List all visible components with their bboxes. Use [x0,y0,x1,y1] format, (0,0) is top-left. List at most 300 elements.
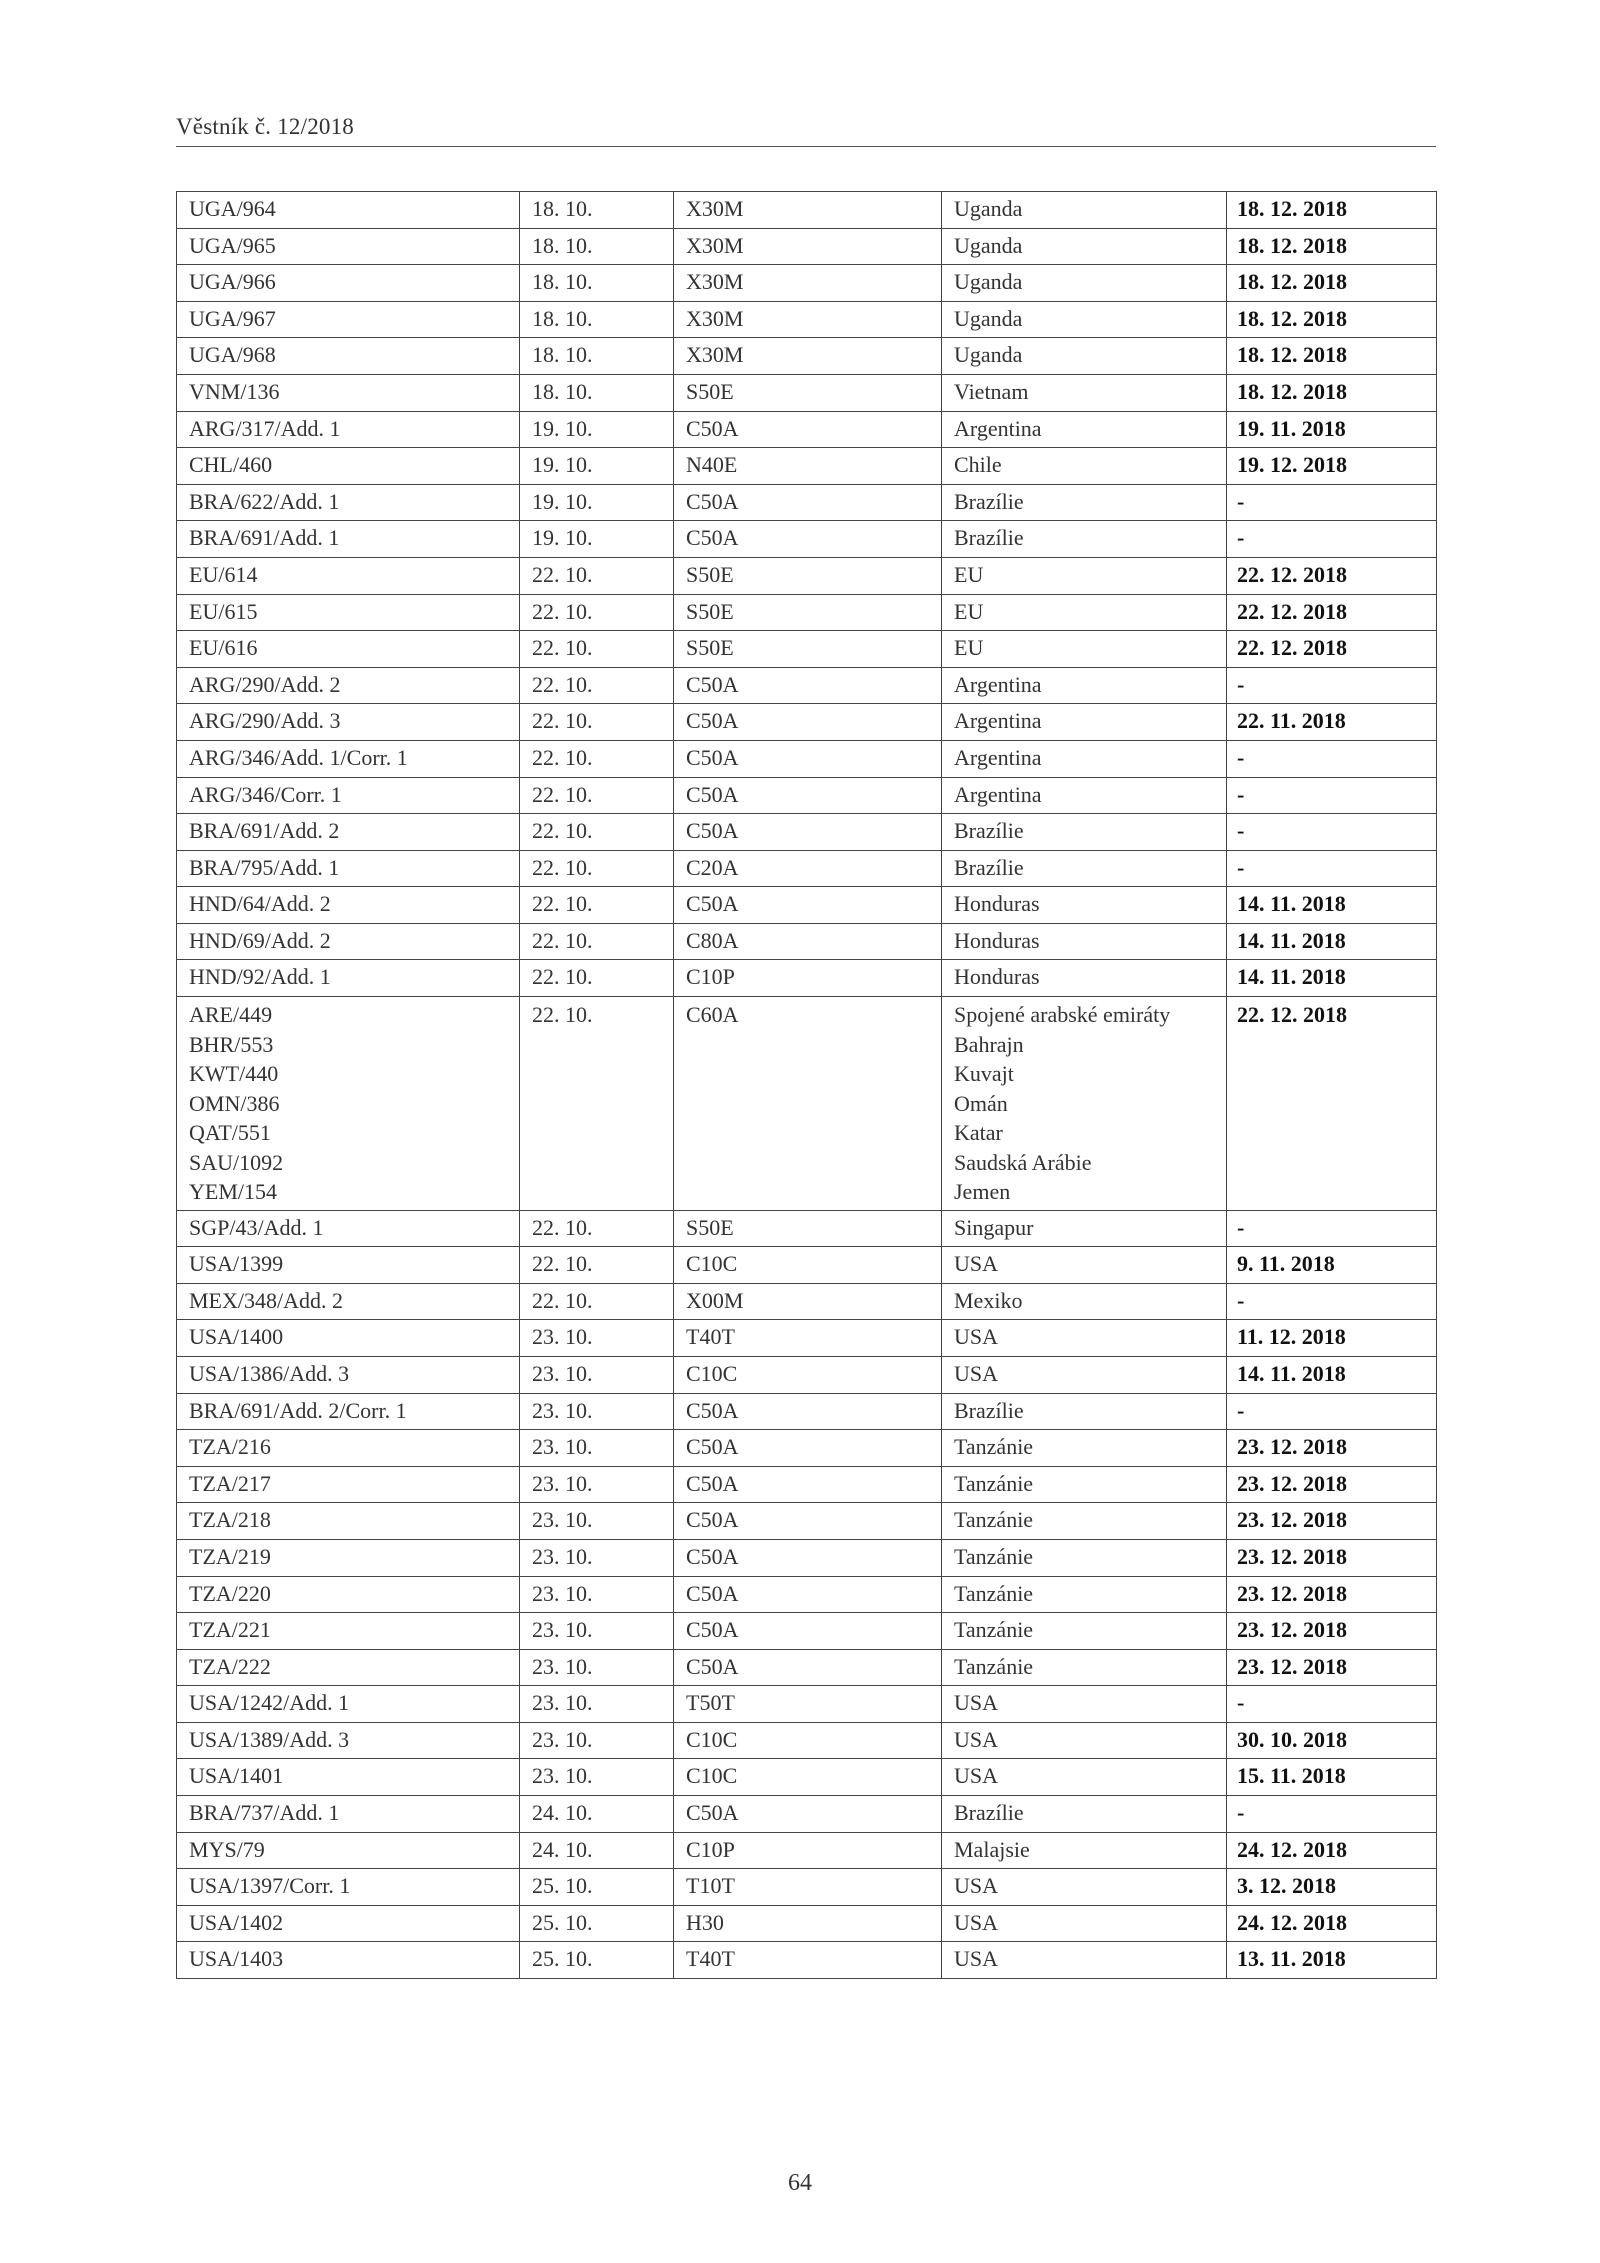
country-cell-line: Bahrajn [954,1031,1024,1057]
deadline-cell: - [1227,1210,1437,1247]
code-cell: X30M [674,265,942,302]
country-cell-line: Argentina [954,781,1042,807]
symbol-cell-line: ARG/317/Add. 1 [189,415,341,441]
country-cell-line: Spojené arabské emiráty [954,1002,1171,1028]
country-cell [942,1722,1227,1759]
country-cell-line: Tanzánie [954,1543,1034,1569]
date-cell: 22. 10. [520,887,674,924]
deadline-cell: 22. 12. 2018 [1227,594,1437,631]
symbol-cell-line: TZA/217 [189,1470,271,1496]
symbol-cell [177,631,520,668]
table-row [177,374,1437,411]
deadline-cell: - [1227,667,1437,704]
country-cell-line: Honduras [954,891,1040,917]
country-cell-line: Tanzánie [954,1507,1034,1533]
date-cell: 23. 10. [520,1722,674,1759]
symbol-cell [177,1686,520,1723]
symbol-cell-line: OMN/386 [189,1090,280,1116]
symbol-cell-line: USA/1397/Corr. 1 [189,1873,351,1899]
symbol-cell [177,1247,520,1284]
country-cell-line: Brazílie [954,854,1024,880]
symbol-cell-line: UGA/966 [189,269,276,295]
country-cell-line: Tanzánie [954,1434,1034,1460]
date-cell: 23. 10. [520,1759,674,1796]
country-cell-line: Brazílie [954,525,1024,551]
symbol-cell [177,1649,520,1686]
symbol-cell [177,740,520,777]
symbol-cell [177,777,520,814]
country-cell-line: Tanzánie [954,1580,1034,1606]
table-row [177,631,1437,668]
symbol-cell-line: HND/69/Add. 2 [189,927,331,953]
symbol-cell [177,1356,520,1393]
table-row [177,1686,1437,1723]
table-row [177,1430,1437,1467]
symbol-cell-line: USA/1400 [189,1324,284,1350]
deadline-cell: 23. 12. 2018 [1227,1576,1437,1613]
symbol-cell-line: ARG/346/Corr. 1 [189,781,342,807]
page-header [176,112,1436,147]
symbol-cell [177,1320,520,1357]
symbol-cell [177,704,520,741]
symbol-cell-line: EU/616 [189,635,258,661]
symbol-cell [177,338,520,375]
country-cell-line: USA [954,1726,999,1752]
symbol-cell-line: TZA/216 [189,1434,271,1460]
country-cell-line: USA [954,1946,999,1972]
country-cell-line: USA [954,1324,999,1350]
deadline-cell: 18. 12. 2018 [1227,338,1437,375]
deadline-cell: - [1227,1393,1437,1430]
table-body [177,192,1437,1979]
code-cell: C10C [674,1247,942,1284]
table-row [177,1283,1437,1320]
country-cell [942,594,1227,631]
deadline-cell: - [1227,850,1437,887]
code-cell: T40T [674,1942,942,1979]
table-row [177,1393,1437,1430]
symbol-cell-line: UGA/967 [189,305,276,331]
country-cell-line: Argentina [954,671,1042,697]
deadline-cell: 23. 12. 2018 [1227,1613,1437,1650]
symbol-cell [177,1539,520,1576]
country-cell [942,192,1227,229]
date-cell: 23. 10. [520,1613,674,1650]
deadline-cell: - [1227,1686,1437,1723]
date-cell: 22. 10. [520,923,674,960]
code-cell: C60A [674,997,942,1211]
country-cell [942,960,1227,997]
table-row [177,411,1437,448]
deadline-cell: 22. 12. 2018 [1227,631,1437,668]
country-cell [942,997,1227,1211]
symbol-cell-line: CHL/460 [189,452,273,478]
country-cell [942,1613,1227,1650]
symbol-cell-line: ARG/346/Add. 1/Corr. 1 [189,744,408,770]
country-cell [942,1759,1227,1796]
deadline-cell: 18. 12. 2018 [1227,228,1437,265]
code-cell: X30M [674,338,942,375]
date-cell: 23. 10. [520,1466,674,1503]
code-cell: C50A [674,1613,942,1650]
deadline-cell: 23. 12. 2018 [1227,1503,1437,1540]
code-cell: C50A [674,1430,942,1467]
table-row [177,1905,1437,1942]
symbol-cell-line: USA/1401 [189,1763,284,1789]
country-cell-line: Brazílie [954,818,1024,844]
code-cell: C50A [674,1576,942,1613]
table-row [177,704,1437,741]
country-cell [942,448,1227,485]
country-cell-line: EU [954,561,984,587]
symbol-cell-line: BRA/691/Add. 2/Corr. 1 [189,1397,407,1423]
code-cell: C50A [674,1466,942,1503]
symbol-cell [177,923,520,960]
date-cell: 22. 10. [520,557,674,594]
symbol-cell-line: BRA/795/Add. 1 [189,854,340,880]
code-cell: C50A [674,1796,942,1833]
table-row [177,594,1437,631]
country-cell [942,1503,1227,1540]
code-cell: C50A [674,1503,942,1540]
code-cell: C10P [674,960,942,997]
country-cell [942,1466,1227,1503]
deadline-cell: - [1227,484,1437,521]
deadline-cell: - [1227,777,1437,814]
symbol-cell [177,1430,520,1467]
symbol-cell-line: QAT/551 [189,1120,271,1146]
country-cell-line: USA [954,1690,999,1716]
date-cell: 18. 10. [520,228,674,265]
country-cell-line: USA [954,1909,999,1935]
symbol-cell-line: EU/614 [189,561,258,587]
country-cell [942,1649,1227,1686]
date-cell: 22. 10. [520,1210,674,1247]
country-cell [942,777,1227,814]
code-cell: S50E [674,1210,942,1247]
deadline-cell: - [1227,521,1437,558]
symbol-cell-line: TZA/221 [189,1617,271,1643]
code-cell: C10C [674,1356,942,1393]
code-cell: C50A [674,704,942,741]
symbol-cell [177,1393,520,1430]
date-cell: 22. 10. [520,814,674,851]
country-cell [942,1283,1227,1320]
symbol-cell-line: TZA/218 [189,1507,271,1533]
symbol-cell-line: UGA/968 [189,342,276,368]
country-cell-line: Brazílie [954,1800,1024,1826]
symbol-cell [177,1283,520,1320]
symbol-cell [177,997,520,1211]
country-cell [942,1356,1227,1393]
deadline-cell: 19. 11. 2018 [1227,411,1437,448]
symbol-cell-line: USA/1389/Add. 3 [189,1726,350,1752]
table-row [177,192,1437,229]
country-cell [942,557,1227,594]
deadline-cell: 23. 12. 2018 [1227,1430,1437,1467]
symbol-cell-line: EU/615 [189,598,258,624]
country-cell-line: Uganda [954,269,1023,295]
code-cell: S50E [674,557,942,594]
symbol-cell-line: ARE/449 [189,1002,273,1028]
deadline-cell: 18. 12. 2018 [1227,192,1437,229]
country-cell [942,1686,1227,1723]
symbol-cell [177,1503,520,1540]
symbol-cell [177,1759,520,1796]
symbol-cell [177,1722,520,1759]
symbol-cell [177,1832,520,1869]
country-cell-line: Chile [954,452,1002,478]
table-row [177,1796,1437,1833]
table-row [177,1649,1437,1686]
deadline-cell: - [1227,814,1437,851]
symbol-cell [177,301,520,338]
table-row [177,557,1437,594]
deadline-cell: 15. 11. 2018 [1227,1759,1437,1796]
symbol-cell-line: BRA/691/Add. 2 [189,818,340,844]
date-cell: 22. 10. [520,997,674,1211]
country-cell [942,1796,1227,1833]
code-cell: C50A [674,814,942,851]
symbol-cell [177,265,520,302]
date-cell: 24. 10. [520,1832,674,1869]
deadline-cell: 18. 12. 2018 [1227,374,1437,411]
country-cell-line: Brazílie [954,1397,1024,1423]
country-cell-line: Kuvajt [954,1061,1014,1087]
date-cell: 23. 10. [520,1356,674,1393]
symbol-cell [177,1869,520,1906]
symbol-cell-line: BHR/553 [189,1031,274,1057]
date-cell: 18. 10. [520,192,674,229]
date-cell: 22. 10. [520,777,674,814]
country-cell-line: USA [954,1360,999,1386]
deadline-cell: - [1227,1796,1437,1833]
symbol-cell-line: HND/64/Add. 2 [189,891,331,917]
date-cell: 25. 10. [520,1905,674,1942]
date-cell: 22. 10. [520,704,674,741]
date-cell: 22. 10. [520,850,674,887]
country-cell-line: Tanzánie [954,1470,1034,1496]
symbol-cell-line: VNM/136 [189,378,280,404]
symbol-cell [177,192,520,229]
code-cell: C50A [674,484,942,521]
code-cell: T50T [674,1686,942,1723]
header-title: Věstník č. 12/2018 [176,114,354,139]
symbol-cell-line: UGA/965 [189,232,276,258]
table-row [177,923,1437,960]
symbol-cell-line: BRA/622/Add. 1 [189,488,340,514]
table-row [177,1613,1437,1650]
country-cell [942,265,1227,302]
symbol-cell [177,814,520,851]
code-cell: C50A [674,740,942,777]
code-cell: C10C [674,1759,942,1796]
country-cell-line: Omán [954,1090,1008,1116]
country-cell [942,1430,1227,1467]
country-cell [942,1576,1227,1613]
date-cell: 23. 10. [520,1393,674,1430]
symbol-cell [177,1210,520,1247]
symbol-cell-line: TZA/220 [189,1580,271,1606]
table-row [177,960,1437,997]
code-cell: S50E [674,374,942,411]
country-cell [942,887,1227,924]
deadline-cell: 23. 12. 2018 [1227,1649,1437,1686]
deadline-cell: 3. 12. 2018 [1227,1869,1437,1906]
date-cell: 22. 10. [520,667,674,704]
symbol-cell-line: SGP/43/Add. 1 [189,1214,324,1240]
deadline-cell: 24. 12. 2018 [1227,1832,1437,1869]
code-cell: C50A [674,667,942,704]
symbol-cell [177,1466,520,1503]
symbol-cell [177,850,520,887]
deadline-cell: 23. 12. 2018 [1227,1466,1437,1503]
date-cell: 22. 10. [520,631,674,668]
deadline-cell: 13. 11. 2018 [1227,1942,1437,1979]
table-row [177,1503,1437,1540]
country-cell-line: Singapur [954,1214,1034,1240]
symbol-cell-line: USA/1402 [189,1909,284,1935]
country-cell [942,1942,1227,1979]
deadline-cell: 22. 12. 2018 [1227,997,1437,1211]
date-cell: 19. 10. [520,448,674,485]
date-cell: 24. 10. [520,1796,674,1833]
date-cell: 18. 10. [520,301,674,338]
country-cell [942,521,1227,558]
country-cell [942,740,1227,777]
date-cell: 22. 10. [520,1247,674,1284]
symbol-cell [177,1905,520,1942]
table-row [177,484,1437,521]
country-cell-line: Malajsie [954,1836,1030,1862]
country-cell [942,484,1227,521]
deadline-cell: 14. 11. 2018 [1227,1356,1437,1393]
country-cell [942,631,1227,668]
country-cell [942,1539,1227,1576]
country-cell-line: Mexiko [954,1287,1023,1313]
deadline-cell: 19. 12. 2018 [1227,448,1437,485]
country-cell-line: Jemen [954,1179,1011,1205]
code-cell: C10P [674,1832,942,1869]
date-cell: 25. 10. [520,1869,674,1906]
country-cell-line: EU [954,598,984,624]
symbol-cell [177,484,520,521]
country-cell-line: USA [954,1763,999,1789]
code-cell: C50A [674,521,942,558]
symbol-cell-line: HND/92/Add. 1 [189,964,331,990]
symbol-cell-line: TZA/222 [189,1653,271,1679]
country-cell-line: Argentina [954,708,1042,734]
deadline-cell: 24. 12. 2018 [1227,1905,1437,1942]
country-cell-line: Uganda [954,196,1023,221]
country-cell-line: Honduras [954,927,1040,953]
deadline-cell: 22. 11. 2018 [1227,704,1437,741]
country-cell [942,1320,1227,1357]
deadline-cell: - [1227,1283,1437,1320]
country-cell [942,1247,1227,1284]
symbol-cell-line: MEX/348/Add. 2 [189,1287,343,1313]
country-cell-line: Katar [954,1120,1003,1146]
table-row [177,228,1437,265]
code-cell: C10C [674,1722,942,1759]
table-row [177,814,1437,851]
symbol-cell [177,960,520,997]
code-cell: C50A [674,411,942,448]
table-row [177,1320,1437,1357]
country-cell-line: Vietnam [954,378,1029,404]
table-row [177,1722,1437,1759]
date-cell: 25. 10. [520,1942,674,1979]
symbol-cell-line: USA/1386/Add. 3 [189,1360,350,1386]
symbol-cell-line: YEM/154 [189,1179,277,1205]
table-row [177,1832,1437,1869]
country-cell-line: Uganda [954,342,1023,368]
table-row [177,1210,1437,1247]
country-cell [942,814,1227,851]
table-row [177,1759,1437,1796]
table-row [177,1576,1437,1613]
date-cell: 22. 10. [520,1283,674,1320]
country-cell [942,1832,1227,1869]
deadline-cell: 9. 11. 2018 [1227,1247,1437,1284]
country-cell [942,301,1227,338]
deadline-cell: 14. 11. 2018 [1227,887,1437,924]
code-cell: C50A [674,887,942,924]
date-cell: 19. 10. [520,521,674,558]
deadline-cell: 23. 12. 2018 [1227,1539,1437,1576]
country-cell-line: Uganda [954,232,1023,258]
table-row [177,1869,1437,1906]
date-cell: 19. 10. [520,484,674,521]
country-cell [942,1905,1227,1942]
country-cell-line: Tanzánie [954,1617,1034,1643]
date-cell: 23. 10. [520,1576,674,1613]
table-row [177,265,1437,302]
deadline-cell: 11. 12. 2018 [1227,1320,1437,1357]
symbol-cell [177,228,520,265]
code-cell: C50A [674,1649,942,1686]
country-cell [942,704,1227,741]
table-row [177,301,1437,338]
code-cell: X30M [674,228,942,265]
deadline-cell: 18. 12. 2018 [1227,265,1437,302]
code-cell: C50A [674,777,942,814]
date-cell: 23. 10. [520,1320,674,1357]
table-row [177,740,1437,777]
table-row [177,850,1437,887]
code-cell: C20A [674,850,942,887]
country-cell [942,1869,1227,1906]
symbol-cell-line: BRA/737/Add. 1 [189,1800,340,1826]
symbol-cell [177,1576,520,1613]
country-cell [942,228,1227,265]
code-cell: S50E [674,631,942,668]
date-cell: 18. 10. [520,374,674,411]
country-cell-line: Honduras [954,964,1040,990]
code-cell: C50A [674,1393,942,1430]
code-cell: T40T [674,1320,942,1357]
symbol-cell [177,448,520,485]
date-cell: 22. 10. [520,740,674,777]
date-cell: 23. 10. [520,1686,674,1723]
country-cell-line: Uganda [954,305,1023,331]
country-cell-line: Tanzánie [954,1653,1034,1679]
deadline-cell: 18. 12. 2018 [1227,301,1437,338]
code-cell: X30M [674,301,942,338]
deadline-cell: 30. 10. 2018 [1227,1722,1437,1759]
table-row [177,338,1437,375]
code-cell: H30 [674,1905,942,1942]
